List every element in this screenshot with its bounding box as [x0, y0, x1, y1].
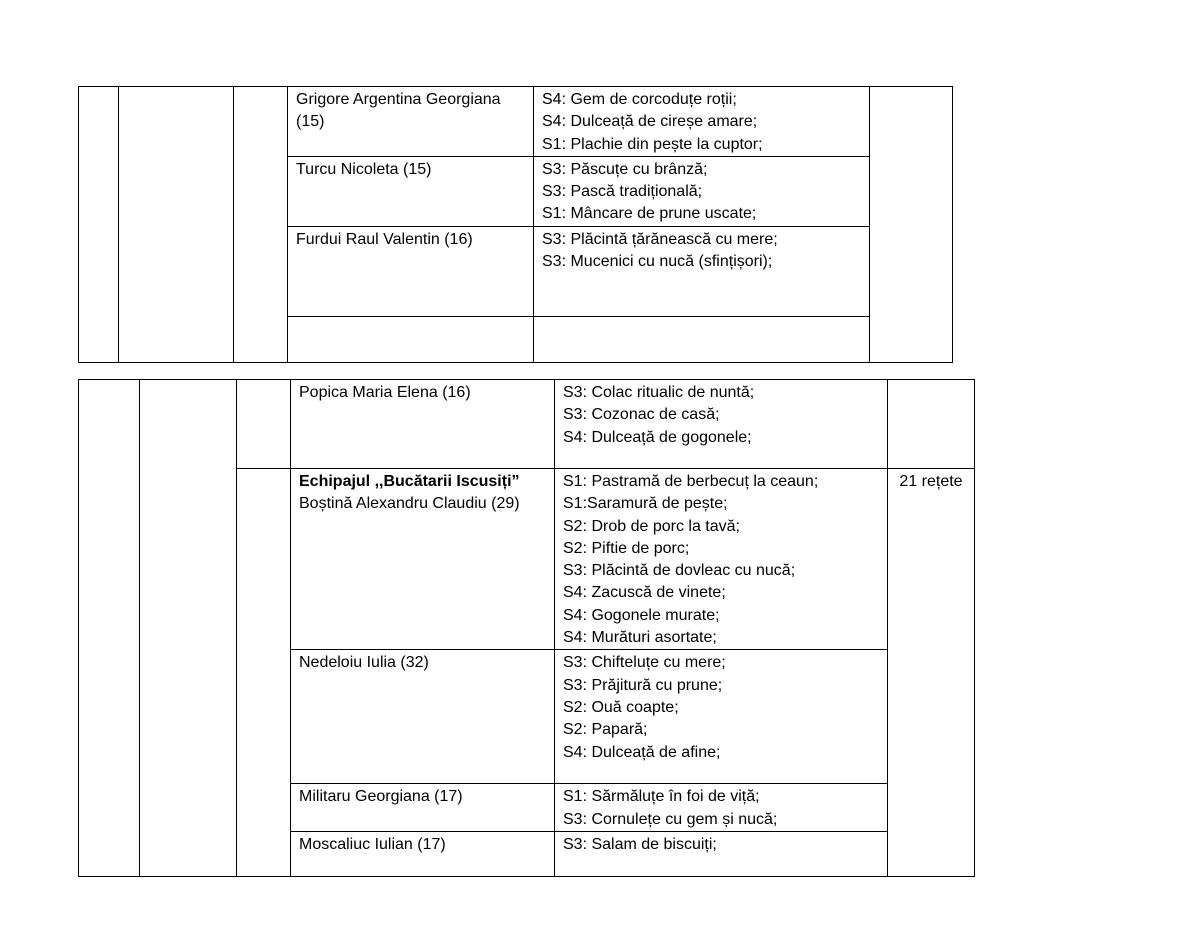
- recipe-item: S2: Ouă coapte;: [563, 698, 679, 716]
- empty-cell: [870, 87, 953, 363]
- recipe-item: S1: Mâncare de prune uscate;: [542, 205, 757, 223]
- participant-name: Boștină Alexandru Claudiu (29): [299, 495, 520, 513]
- recipes-cell: [555, 784, 888, 832]
- empty-cell: [79, 87, 119, 363]
- recipes-cell: [555, 831, 888, 876]
- participant-name: Grigore Argentina Georgiana: [296, 91, 501, 108]
- recipe-item: S3: Cornulețe cu gem și nucă;: [563, 810, 778, 828]
- recipe-item: S4: Dulceață de gogonele;: [563, 428, 752, 446]
- recipe-item: S3: Pască tradițională;: [542, 183, 703, 201]
- recipes-table-top: [78, 86, 953, 363]
- recipe-item: S3: Plăcintă țărănească cu mere;: [542, 230, 778, 248]
- participant-cell: [291, 380, 555, 469]
- recipes-cell: [534, 156, 870, 226]
- recipe-item: S4: Dulceață de afine;: [563, 743, 721, 761]
- participant-cell: [291, 650, 555, 784]
- recipe-item: S2: Piftie de porc;: [563, 539, 690, 557]
- recipe-item: S3: Mucenici cu nucă (sfințișori);: [542, 253, 773, 271]
- empty-cell: [234, 87, 288, 363]
- total-recipes: 21 rețete: [899, 473, 963, 490]
- recipe-item: S2: Papară;: [563, 721, 648, 739]
- recipes-cell: [555, 650, 888, 784]
- recipe-item: S4: Murături asortate;: [563, 629, 717, 647]
- recipes-cell: [555, 380, 888, 469]
- participant-cell: [288, 156, 534, 226]
- participant-name: Militaru Georgiana (17): [299, 788, 463, 806]
- participant-cell: [288, 87, 534, 157]
- recipe-item: S3: Chifteluțe cu mere;: [563, 654, 726, 672]
- recipe-item: S3: Păscuțe cu brânză;: [542, 160, 708, 178]
- total-recipes-cell: [888, 469, 975, 877]
- empty-cell: [237, 469, 291, 877]
- recipe-item: S3: Plăcintă de dovleac cu nucă;: [563, 562, 796, 580]
- recipe-item: S3: Colac ritualic de nuntă;: [563, 384, 755, 401]
- recipes-table-bottom: [78, 379, 975, 877]
- participant-cell: [291, 831, 555, 876]
- participant-name: Nedeloiu Iulia (32): [299, 654, 429, 672]
- participant-name: Moscaliuc Iulian (17): [299, 835, 446, 853]
- empty-cell: [140, 380, 237, 877]
- empty-cell: [79, 380, 140, 877]
- participant-name: Furdui Raul Valentin (16): [296, 230, 473, 248]
- recipe-item: S2: Drob de porc la tavă;: [563, 517, 740, 535]
- recipe-item: S3: Prăjitură cu prune;: [563, 676, 723, 694]
- participant-age: (15): [296, 113, 325, 131]
- recipe-item: S4: Dulceață de cireșe amare;: [542, 113, 758, 131]
- recipes-cell: [555, 469, 888, 650]
- recipe-item: S3: Salam de biscuiți;: [563, 835, 717, 853]
- recipe-item: S4: Gogonele murate;: [563, 606, 720, 624]
- participant-cell: [288, 226, 534, 316]
- empty-cell: [288, 316, 534, 362]
- participant-name: Turcu Nicoleta (15): [296, 160, 432, 178]
- empty-cell: [119, 87, 234, 363]
- recipe-item: S1: Plachie din pește la cuptor;: [542, 135, 763, 153]
- recipes-cell: [534, 87, 870, 157]
- team-name: Echipajul ,,Bucătarii Iscusiți”: [299, 473, 520, 490]
- recipes-cell: [534, 226, 870, 316]
- participant-name: Popica Maria Elena (16): [299, 384, 471, 401]
- recipe-item: S1: Sărmăluțe în foi de viță;: [563, 788, 760, 806]
- empty-cell: [888, 380, 975, 469]
- recipe-item: S1:Saramură de pește;: [563, 495, 728, 513]
- recipe-item: S4: Gem de corcoduțe roții;: [542, 91, 737, 108]
- recipe-item: S1: Pastramă de berbecuț la ceaun;: [563, 473, 819, 490]
- recipe-item: S3: Cozonac de casă;: [563, 406, 720, 424]
- empty-cell: [534, 316, 870, 362]
- recipe-item: S4: Zacuscă de vinete;: [563, 584, 726, 602]
- empty-cell: [237, 380, 291, 469]
- participant-cell: [291, 469, 555, 650]
- participant-cell: [291, 784, 555, 832]
